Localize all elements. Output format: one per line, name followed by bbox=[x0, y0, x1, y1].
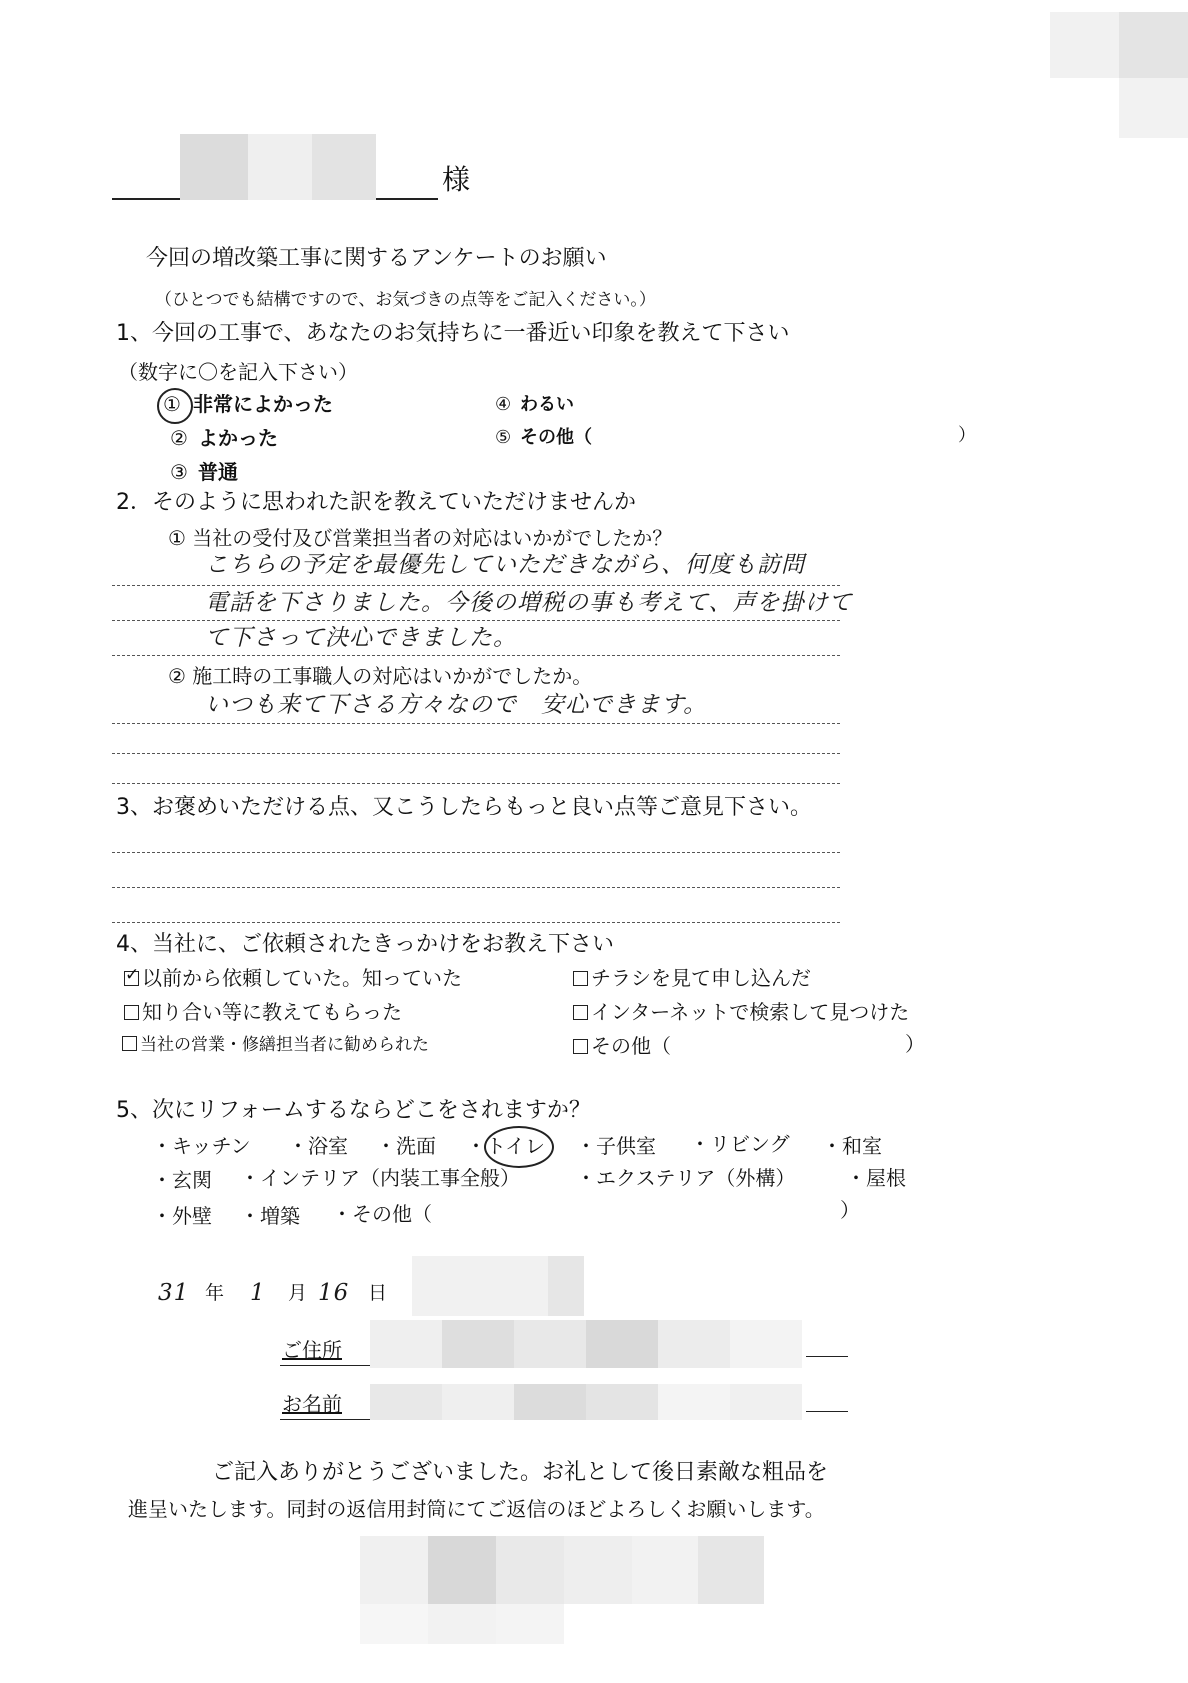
q1-option-4-label: わるい bbox=[520, 394, 574, 415]
q4-option-other[interactable] bbox=[573, 1036, 671, 1056]
q5-option-washroom[interactable]: ・洗面 bbox=[376, 1134, 436, 1158]
survey-title: 今回の増改築工事に関するアンケートのお願い bbox=[146, 246, 607, 271]
q3-question: 3、お褒めいただける点、又こうしたらもっと良い点等ご意見下さい。 bbox=[116, 795, 812, 820]
q4-option-internet[interactable] bbox=[573, 1002, 909, 1022]
redacted-corner-block bbox=[1050, 12, 1188, 138]
answer-line bbox=[112, 783, 840, 784]
checkbox-icon[interactable] bbox=[124, 1005, 139, 1020]
checkbox-icon[interactable] bbox=[573, 1039, 588, 1054]
q5-option-roof[interactable]: ・屋根 bbox=[846, 1166, 906, 1190]
answer-line bbox=[112, 887, 840, 888]
q4-option-sales-staff-label: 当社の営業・修繕担当者に勧められた bbox=[140, 1035, 429, 1055]
q4-option-internet-label: インターネットで検索して見つけた bbox=[591, 1000, 910, 1024]
q5-option-kids-room[interactable]: ・子供室 bbox=[576, 1134, 656, 1158]
date-year-unit: 年 bbox=[205, 1282, 225, 1304]
recipient-underline-left bbox=[112, 198, 182, 200]
q2-sub1-answer-line-2[interactable]: 電話を下さりました。今後の増税の事も考えて、声を掛けて bbox=[205, 590, 853, 616]
q2-sub1-answer-line-3[interactable]: て下さって決心できました。 bbox=[205, 625, 517, 651]
date-day-value[interactable]: 16 bbox=[318, 1280, 350, 1306]
q1-option-3-num[interactable]: ③ bbox=[170, 460, 188, 484]
answer-line bbox=[112, 723, 840, 724]
date-month-unit: 月 bbox=[288, 1282, 308, 1304]
answer-line bbox=[112, 585, 840, 586]
answer-line bbox=[112, 852, 840, 853]
q4-option-previous[interactable] bbox=[124, 968, 462, 988]
name-label: お名前 bbox=[282, 1392, 342, 1416]
q1-option-1-label: 非常によかった bbox=[193, 392, 333, 416]
q5-question: 5、次にリフォームするならどこをされますか？ bbox=[116, 1098, 591, 1123]
address-label: ご住所 bbox=[282, 1338, 342, 1362]
q5-option-japanese-room[interactable]: ・和室 bbox=[822, 1134, 882, 1158]
q1-option-5-num[interactable]: ⑤ bbox=[495, 427, 512, 448]
redacted-date-stamp bbox=[412, 1256, 584, 1316]
q5-option-exterior[interactable]: ・エクステリア（外構） bbox=[576, 1166, 796, 1190]
q1-option-2-label: よかった bbox=[198, 426, 278, 450]
recipient-underline-right bbox=[376, 198, 438, 200]
answer-line bbox=[112, 922, 840, 923]
q4-option-acquaintance[interactable] bbox=[124, 1002, 402, 1022]
q5-option-toilet[interactable]: ・トイレ bbox=[466, 1134, 545, 1158]
q2-sub1-question: ① 当社の受付及び営業担当者の対応はいかがでしたか？ bbox=[168, 526, 673, 550]
checkbox-icon[interactable] bbox=[573, 971, 588, 986]
q1-option-4-num[interactable]: ④ bbox=[495, 394, 512, 415]
q2-sub2-answer-line-1[interactable]: いつも来て下さる方々なので 安心できます。 bbox=[205, 692, 708, 718]
q1-option-5-label: その他（ bbox=[520, 427, 592, 448]
q2-question: 2．そのように思われた訳を教えていただけませんか bbox=[116, 490, 636, 515]
answer-line bbox=[112, 655, 840, 656]
survey-subtitle: （ひとつでも結構ですので、お気づきの点等をご記入ください。） bbox=[155, 290, 656, 310]
q5-option-interior[interactable]: ・インテリア（内装工事全般） bbox=[240, 1166, 520, 1190]
q5-option-living[interactable]: ・リビング bbox=[690, 1132, 790, 1156]
footer-message-line-1: ご記入ありがとうございました。お礼として後日素敵な粗品を bbox=[212, 1460, 829, 1485]
checkbox-checked-icon[interactable] bbox=[124, 971, 139, 986]
footer-message-line-2: 進呈いたします。同封の返信用封筒にてご返信のほどよろしくお願いします。 bbox=[128, 1497, 825, 1521]
name-underline-right bbox=[806, 1411, 848, 1412]
date-month-value[interactable]: 1 bbox=[250, 1280, 266, 1306]
q5-option-extension[interactable]: ・増築 bbox=[240, 1204, 300, 1228]
q2-sub1-answer-line-1[interactable]: こちらの予定を最優先していただきながら、何度も訪問 bbox=[205, 552, 805, 578]
address-underline-left bbox=[280, 1365, 370, 1366]
q4-close-paren: ） bbox=[905, 1032, 925, 1056]
q1-option-1-num[interactable]: ① bbox=[163, 392, 181, 416]
honorific-sama: 様 bbox=[442, 163, 471, 196]
q4-option-other-label: その他（ bbox=[591, 1034, 671, 1058]
q4-option-flyer-label: チラシを見て申し込んだ bbox=[591, 966, 811, 990]
date-day-unit: 日 bbox=[368, 1282, 388, 1304]
q4-option-previous-label: 以前から依頼していた。知っていた bbox=[142, 966, 462, 990]
q1-close-paren: ） bbox=[958, 425, 976, 446]
q1-option-2-num[interactable]: ② bbox=[170, 426, 188, 450]
q4-option-sales-staff[interactable] bbox=[122, 1036, 429, 1054]
redacted-recipient-name bbox=[180, 134, 376, 200]
redacted-address[interactable] bbox=[370, 1320, 802, 1368]
checkbox-icon[interactable] bbox=[122, 1036, 137, 1051]
checkbox-icon[interactable] bbox=[573, 1005, 588, 1020]
q4-question: 4、当社に、ご依頼されたきっかけをお教え下さい bbox=[116, 932, 614, 957]
q1-option-3-label: 普通 bbox=[198, 460, 238, 484]
redacted-name[interactable] bbox=[370, 1384, 802, 1420]
q5-option-entrance[interactable]: ・玄関 bbox=[152, 1168, 212, 1192]
q5-option-bathroom[interactable]: ・浴室 bbox=[288, 1134, 348, 1158]
q2-sub2-question: ② 施工時の工事職人の対応はいかがでしたか。 bbox=[168, 664, 593, 688]
q5-close-paren: ） bbox=[840, 1198, 860, 1222]
name-underline-left bbox=[280, 1419, 370, 1420]
redacted-company-block bbox=[360, 1536, 764, 1644]
q4-option-flyer[interactable] bbox=[573, 968, 811, 988]
date-year-value[interactable]: 31 bbox=[158, 1280, 190, 1306]
q5-option-outer-wall[interactable]: ・外壁 bbox=[152, 1204, 212, 1228]
q1-instruction: （数字に〇を記入下さい） bbox=[118, 360, 358, 384]
answer-line bbox=[112, 753, 840, 754]
answer-line bbox=[112, 620, 840, 621]
address-underline-right bbox=[806, 1356, 848, 1357]
q5-option-kitchen[interactable]: ・キッチン bbox=[152, 1134, 251, 1158]
q1-question: 1、今回の工事で、あなたのお気持ちに一番近い印象を教えて下さい bbox=[116, 321, 790, 346]
q4-option-acquaintance-label: 知り合い等に教えてもらった bbox=[142, 1000, 402, 1024]
q5-option-other[interactable]: ・その他（ bbox=[332, 1202, 432, 1226]
